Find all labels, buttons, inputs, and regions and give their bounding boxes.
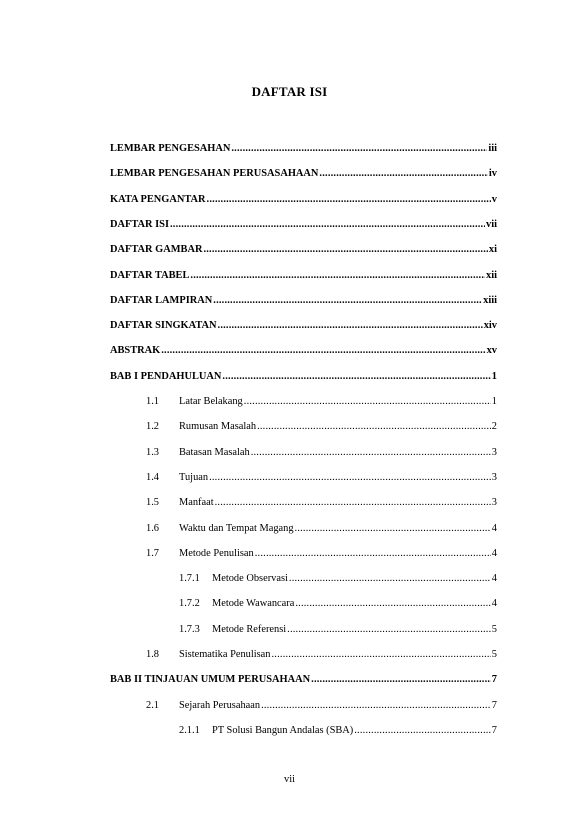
toc-entry-label: DAFTAR ISI: [110, 218, 169, 230]
toc-entry-daftar-singkatan[interactable]: [110, 319, 497, 333]
dot-leader: [161, 344, 485, 358]
toc-entry-1-7-3[interactable]: [179, 623, 497, 637]
toc-entry-page: 1: [491, 396, 497, 407]
toc-entry-page: xi: [488, 244, 497, 256]
dot-leader: [257, 420, 491, 434]
toc-entry-page: xiii: [483, 294, 497, 306]
toc-entry-1-8[interactable]: [146, 648, 497, 662]
dot-leader: [354, 724, 491, 738]
dot-leader: [287, 623, 491, 637]
toc-entry-label: Sejarah Perusahaan: [179, 699, 261, 711]
toc-entry-1-5[interactable]: [146, 496, 497, 510]
toc-entry-bab-2[interactable]: [110, 673, 497, 687]
toc-entry-1-7-1[interactable]: [179, 572, 497, 586]
toc-entry-number: 2.1.1: [179, 724, 200, 736]
toc-entry-number: 1.7.1: [179, 573, 200, 585]
toc-entry-label: Latar Belakang: [179, 396, 243, 407]
page-number: vii: [284, 774, 295, 785]
toc-entry-page: 7: [491, 699, 497, 711]
toc-entry-1-3[interactable]: [146, 446, 497, 460]
dot-leader: [170, 218, 485, 232]
toc-entry-number: 1.1: [146, 396, 159, 407]
toc-entry-lembar-pengesahan-perusahaan[interactable]: [110, 167, 497, 181]
toc-entry-label: Waktu dan Tempat Magang: [179, 522, 294, 534]
dot-leader: [244, 395, 491, 409]
toc-entry-kata-pengantar[interactable]: [110, 193, 497, 207]
toc-entry-page: 3: [491, 497, 497, 509]
toc-entry-page: vii: [486, 218, 497, 230]
toc-entry-label: Rumusan Masalah: [179, 421, 257, 433]
toc-entry-label: PT Solusi Bangun Andalas (SBA): [212, 724, 354, 736]
toc-entry-label: Tujuan: [179, 471, 209, 483]
dot-leader: [231, 142, 487, 156]
toc-entry-number: 1.8: [146, 649, 159, 660]
toc-entry-label: Metode Referensi: [212, 623, 287, 635]
toc-entry-bab-1[interactable]: [110, 370, 497, 384]
toc-entry-label: ABSTRAK: [110, 345, 161, 357]
dot-leader: [207, 193, 491, 207]
toc-entry-number: 1.2: [146, 421, 159, 433]
toc-entry-label: Metode Penulisan: [179, 547, 254, 559]
toc-entry-page: xiv: [483, 320, 497, 332]
dot-leader: [289, 572, 491, 586]
toc-entry-page: 5: [491, 623, 497, 635]
dot-leader: [261, 699, 491, 713]
toc-entry-daftar-gambar[interactable]: [110, 243, 497, 257]
toc-entry-number: 2.1: [146, 699, 159, 711]
toc-entry-1-1[interactable]: [146, 395, 497, 409]
toc-entry-daftar-isi[interactable]: [110, 218, 497, 232]
toc-entry-number: 1.7.3: [179, 623, 200, 635]
toc-entry-1-7-2[interactable]: [179, 597, 497, 611]
toc-entry-page: xv: [486, 345, 497, 357]
dot-leader: [215, 496, 491, 510]
dot-leader: [255, 547, 491, 561]
toc-entry-page: iv: [488, 168, 497, 180]
toc-entry-abstrak[interactable]: [110, 344, 497, 358]
toc-entry-2-1-1[interactable]: [179, 724, 497, 738]
toc-entry-label: LEMBAR PENGESAHAN: [110, 143, 231, 154]
dot-leader: [218, 319, 483, 333]
toc-entry-label: Metode Wawancara: [212, 598, 295, 610]
toc-entry-label: DAFTAR GAMBAR: [110, 244, 203, 256]
dot-leader: [251, 446, 491, 460]
toc-entry-label: Batasan Masalah: [179, 446, 250, 458]
toc-entry-number: 1.7: [146, 547, 159, 559]
toc-entry-daftar-tabel[interactable]: [110, 269, 497, 283]
toc-entry-number: 1.5: [146, 497, 159, 509]
toc-entry-1-4[interactable]: [146, 471, 497, 485]
toc-entry-label: DAFTAR TABEL: [110, 269, 190, 281]
toc-entry-lembar-pengesahan[interactable]: [110, 142, 497, 156]
toc-entry-number: 1.6: [146, 522, 159, 534]
toc-entry-label: LEMBAR PENGESAHAN PERUSASAHAAN: [110, 168, 319, 180]
dot-leader: [295, 597, 490, 611]
dot-leader: [319, 167, 487, 181]
toc-entry-label: BAB II TINJAUAN UMUM PERUSAHAAN: [110, 674, 311, 686]
dot-leader: [222, 370, 490, 384]
toc-entry-page: 4: [491, 547, 497, 559]
toc-entry-number: 1.3: [146, 446, 159, 458]
dot-leader: [209, 471, 491, 485]
dot-leader: [203, 243, 487, 257]
toc-entry-2-1[interactable]: [146, 699, 497, 713]
toc-entry-page: 7: [491, 674, 497, 686]
dot-leader: [272, 648, 491, 662]
toc-entry-page: 3: [491, 446, 497, 458]
dot-leader: [295, 522, 491, 536]
toc-entry-page: 7: [491, 724, 497, 736]
toc-entry-number: 1.4: [146, 471, 159, 483]
toc-entry-page: 2: [491, 421, 497, 433]
toc-entry-1-2[interactable]: [146, 420, 497, 434]
toc-entry-number: 1.7.2: [179, 598, 200, 610]
toc-entry-label: Metode Observasi: [212, 573, 288, 585]
toc-entry-page: 4: [491, 598, 497, 610]
toc-entry-page: 1: [491, 370, 497, 382]
toc-entry-page: 3: [491, 471, 497, 483]
dot-leader: [311, 673, 491, 687]
toc-entry-page: iii: [488, 143, 497, 154]
toc-entry-page: xii: [486, 269, 497, 281]
toc-entry-page: 4: [491, 522, 497, 534]
toc-entry-label: DAFTAR LAMPIRAN: [110, 294, 213, 306]
toc-entry-page: 5: [491, 649, 497, 660]
dot-leader: [213, 294, 482, 308]
toc-entry-1-7[interactable]: [146, 547, 497, 561]
toc-entry-page: 4: [491, 573, 497, 585]
toc-entry-page: v: [491, 193, 497, 205]
toc-entry-daftar-lampiran[interactable]: [110, 294, 497, 308]
toc-entry-1-6[interactable]: [146, 522, 497, 536]
toc-entry-label: DAFTAR SINGKATAN: [110, 320, 217, 332]
toc-entry-label: BAB I PENDAHULUAN: [110, 370, 222, 382]
toc-entry-label: Sistematika Penulisan: [179, 649, 271, 660]
page-title: DAFTAR ISI: [251, 84, 328, 99]
toc-entry-label: KATA PENGANTAR: [110, 193, 206, 205]
toc-entry-label: Manfaat: [179, 497, 214, 509]
dot-leader: [190, 269, 485, 283]
